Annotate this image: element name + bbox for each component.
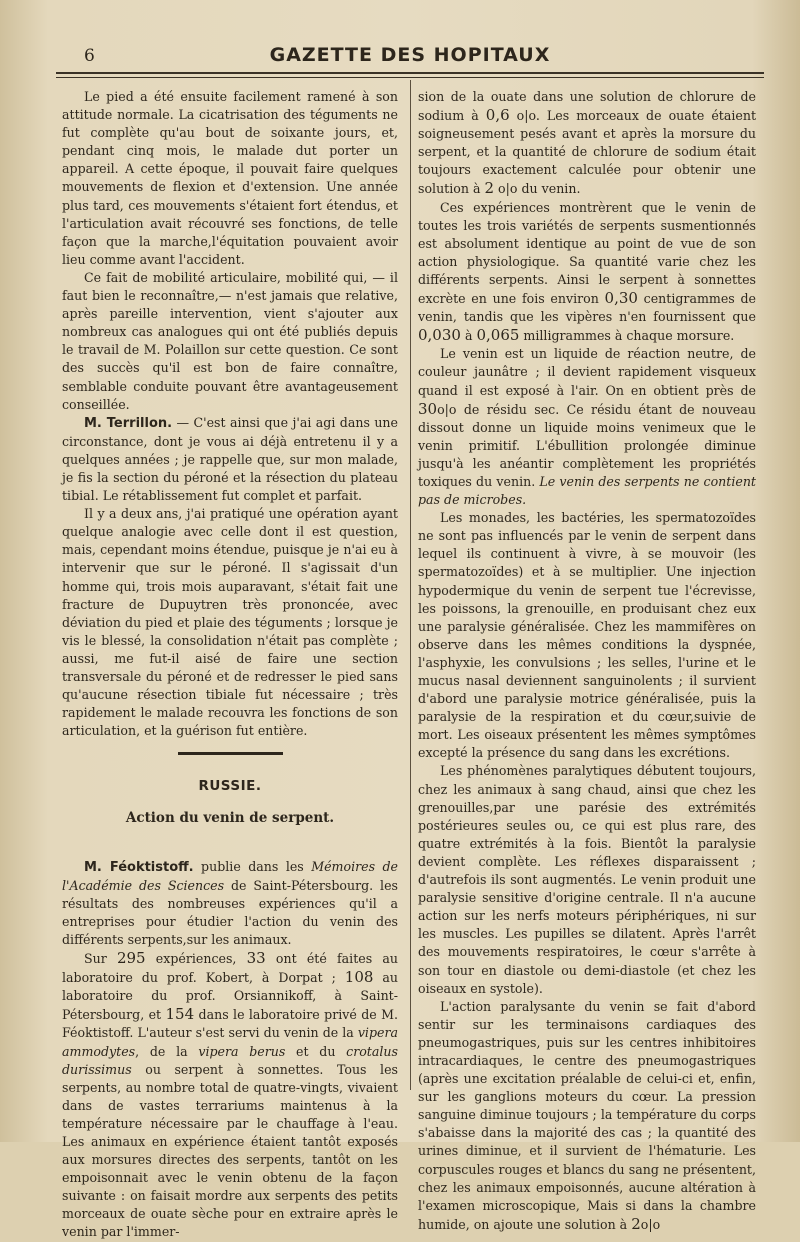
italic-text: vipera berus (198, 1043, 286, 1059)
paragraph-text: L'action paralysante du venin se fait d'abord sentir sur les terminaisons cardiaques des pneumogastriques, puis sur les centres inhibitoires intracardiaques, le centre des pneumogastriques (après une excitation préalable de celui-ci et, enfin, sur les ganglions moteurs du cœur. La pression sanguine diminue toujours ; la température du corps s'abaisse dans la majorité des cas ; la quantité des urines diminue, et il survient de l'hématurie. Les corpuscules rouges et blancs du sang ne présentent, chez les animaux empoisonnés, aucune altération à l'examen microscopique, Mais si dans la chambre humide, on ajoute une solution à (418, 998, 756, 1232)
paragraph: Les phénomènes paralytiques débutent toujours, chez les animaux à sang chaud, ainsi que chez les grenouilles,par une parésie des extrémités postérieures seules ou, ce qui est plus rare, des quatre extrémités à la fois. Bientôt la paralysie devient complète. Les réflexes disparaissent ; d'autrefois ils sont augmentés. Le venin produit une paralysie sensitive d'origine centrale. Il n'a aucune action sur les nerfs moteurs périphériques, ni sur les muscles. Les pupilles se dilatent. Après l'arrêt des mouvements respiratoires, le cœur s'arrête à son tour en diastole ou demi-diastole (et chez les oiseaux en systole). (418, 763, 756, 996)
paragraph: Il y a deux ans, j'ai pratiqué une opération ayant quelque analogie avec celle dont il est question, mais, cependant moins étendue, puisque je n'ai eu à intervenir que sur le péroné. Il s'agissait d'un homme qui, trois mois auparavant, s'était fait une fracture de Dupuytren très prononcée, avec déviation du pied et plaie des téguments ; lorsque je vis le blessé, la consolidation n'était pas complète ; aussi, me fut-il aisé de faire une section transversale du péroné et de redresser le pied sans qu'aucune résection tibiale fut nécessaire ; très rapidement le malade recouvra les fonctions de son articulation, et la guérison fut entière. (62, 506, 398, 739)
header-rule (56, 72, 764, 78)
number-text: 0,6 (485, 106, 510, 125)
number-text: 0,30 (604, 289, 638, 308)
paragraph-text: ou serpent à sonnettes. Tous les serpents, au nombre total de quatre-vingts, vivaient dans de vastes terrariums maintenus à la température nécessaire par le chauffage à l'eau. Les animaux en expérience étaient tantôt exposés aux morsures directes des serpents, tantôt on les empoisonnait avec le venin obtenu de la façon suivante : on faisait mordre aux serpents des petits morceaux de ouate sèche pour en extraire après le venin par l'immer- (62, 1061, 398, 1240)
number-text: 154 (165, 1005, 195, 1024)
italic-text: crotalus durissimus (62, 1043, 398, 1077)
paragraph-text: , de la (135, 1043, 199, 1059)
paragraph-text: sion de la ouate dans une solution de chlorure de sodium à (418, 89, 756, 124)
paragraph: Les monades, les bactéries, les spermatozoïdes ne sont pas influencés par le venin de serpent dans lequel ils continuent à vivre, à se mouvoir (les spermatozoïdes) et à se multiplier. Une injection hypodermique du venin de serpent tue l'écrevisse, les poissons, la grenouille, en produisant chez eux une paralysie généralisée. Chez les mammifères on observe dans les mêmes conditions la dyspnée, l'asphyxie, les convulsions ; les selles, l'urine et le mucus nasal deviennent sanguinolents ; il survient d'abord une paralysie motrice généralisée, puis la paralysie de la respiration et du cœur,suivie de mort. Les oiseaux présentent les mêmes symptômes excepté la présence du sang dans les excrétions. (418, 510, 756, 761)
italic-text: Le venin des serpents ne contient pas de microbes. (418, 473, 756, 508)
section-subtitle: Action du venin de serpent. (125, 810, 335, 827)
paragraph-text: de Saint-Pétersbourg. les résultats des nombreuses expériences qu'il a entreprises pour étudier l'action du venin des différents serpents,sur les animaux. (62, 877, 398, 947)
paragraph-text: à (460, 328, 477, 344)
page-header (50, 44, 770, 72)
page-number: 6 (84, 46, 95, 66)
paragraph (62, 949, 398, 1242)
paragraph-text: Sur (84, 951, 117, 967)
paragraph-text: — C'est ainsi que j'ai agi dans une circonstance, dont je vous ai déjà entretenu il y a quelques années ; je rappelle que, sur mon malade, je fis la section du péroné et la résection du plateau tibial. Le rétablissement fut complet et parfait. (62, 414, 398, 504)
italic-text: Mémoires de l'Académie des Sciences (62, 858, 398, 893)
paragraph-text: Le venin est un liquide de réaction neutre, de couleur jaunâtre ; il devient rapidement visqueux quand il est exposé à l'air. On en obtient près de (418, 346, 756, 398)
paragraph: Le pied a été ensuite facilement ramené à son attitude normale. La cicatrisation des téguments ne fut complète qu'au bout de soixante jours, et, pendant cinq mois, le malade dut porter un appareil. A cette époque, il pouvait faire quelques mouvements de flexion et d'extension. Une année plus tard, ces mouvements s'étaient fort étendus, et l'articulation avait récouvré ses fonctions, de telle façon que la marche,l'équitation pouvaient avoir lieu comme avant l'accident. (62, 89, 398, 267)
paragraph-text: o|o de résidu sec. Ce résidu étant de nouveau dissout donne un liquide moins venimeux que le venin primitif. L'ébullition prolongée diminue jusqu'à les anéantir complètement les propriétés toxiques du venin. (418, 401, 756, 489)
speaker-name: M. Terrillon. (84, 415, 173, 431)
paragraph (418, 88, 756, 199)
column-separator (410, 80, 411, 1090)
paragraph-text: o|o du venin. (494, 181, 581, 197)
paragraph-text: Ces expériences montrèrent que le venin de toutes les trois variétés de serpents susmentionnés est absolument identique au point de vue de son action physiologique. Sa quantité varie chez les différents serpents. Ainsi le serpent à sonnettes excrète en une fois environ (418, 199, 756, 307)
number-text: 33 (246, 949, 266, 968)
number-text: 2 (484, 179, 495, 198)
paragraph-text: o|o (640, 1216, 661, 1232)
paragraph (62, 858, 398, 949)
paragraph (418, 998, 756, 1234)
number-text: 30 (418, 399, 438, 418)
journal-title: GAZETTE DES HOPITAUX (269, 44, 551, 66)
paragraph-text: au laboratoire du prof. Orsiannikoff, à Saint-Pétersbourg, et (62, 970, 398, 1023)
number-text: 2 (631, 1214, 641, 1233)
number-text: 108 (344, 968, 374, 987)
number-text: 0,065 (476, 326, 520, 345)
speaker-name: M. Féoktistoff. (84, 859, 194, 875)
paragraph-text: o|o. Les morceaux de ouate étaient soigneusement pesés avant et après la morsure du serpent, et la quantité de chlorure de sodium était toujours exactement calculée pour obtenir une solution à (418, 108, 757, 197)
section-divider (178, 752, 283, 755)
italic-text: vipera ammodytes (62, 1025, 398, 1059)
paragraph (62, 414, 398, 505)
section-title: RUSSIE. (198, 778, 262, 795)
number-text: 295 (116, 949, 146, 968)
paragraph-text: dans le laboratoire privé de M. Féoktistoff. L'auteur s'est servi du venin de la (62, 1007, 398, 1041)
number-text: 0,030 (418, 326, 461, 345)
paragraph-text: et du (285, 1043, 347, 1059)
paragraph-text: ont été faites au laboratoire du prof. Kobert, à Dorpat ; (62, 951, 398, 986)
paragraph (418, 345, 756, 509)
paragraph (418, 199, 756, 346)
paragraph-text: milligrammes à chaque morsure. (519, 328, 735, 344)
right-column (418, 88, 756, 1234)
paragraph: Ce fait de mobilité articulaire, mobilité qui, — il faut bien le reconnaître,— n'est jamais que relative, après pareille intervention, vient s'ajouter aux nombreux cas analogues qui ont été publiés depuis le travail de M. Polaillon sur cette question. Ce sont des succès qu'il est bon de faire connaître, semblable conduite pouvant être avantageusement conseillée. (62, 269, 398, 412)
left-column (62, 88, 398, 1242)
paragraph-text: publie dans les (193, 858, 312, 874)
paragraph-text: centigrammes de venin, tandis que les vipères n'en fournissent que (418, 291, 756, 325)
paragraph-text: expériences, (145, 951, 247, 967)
